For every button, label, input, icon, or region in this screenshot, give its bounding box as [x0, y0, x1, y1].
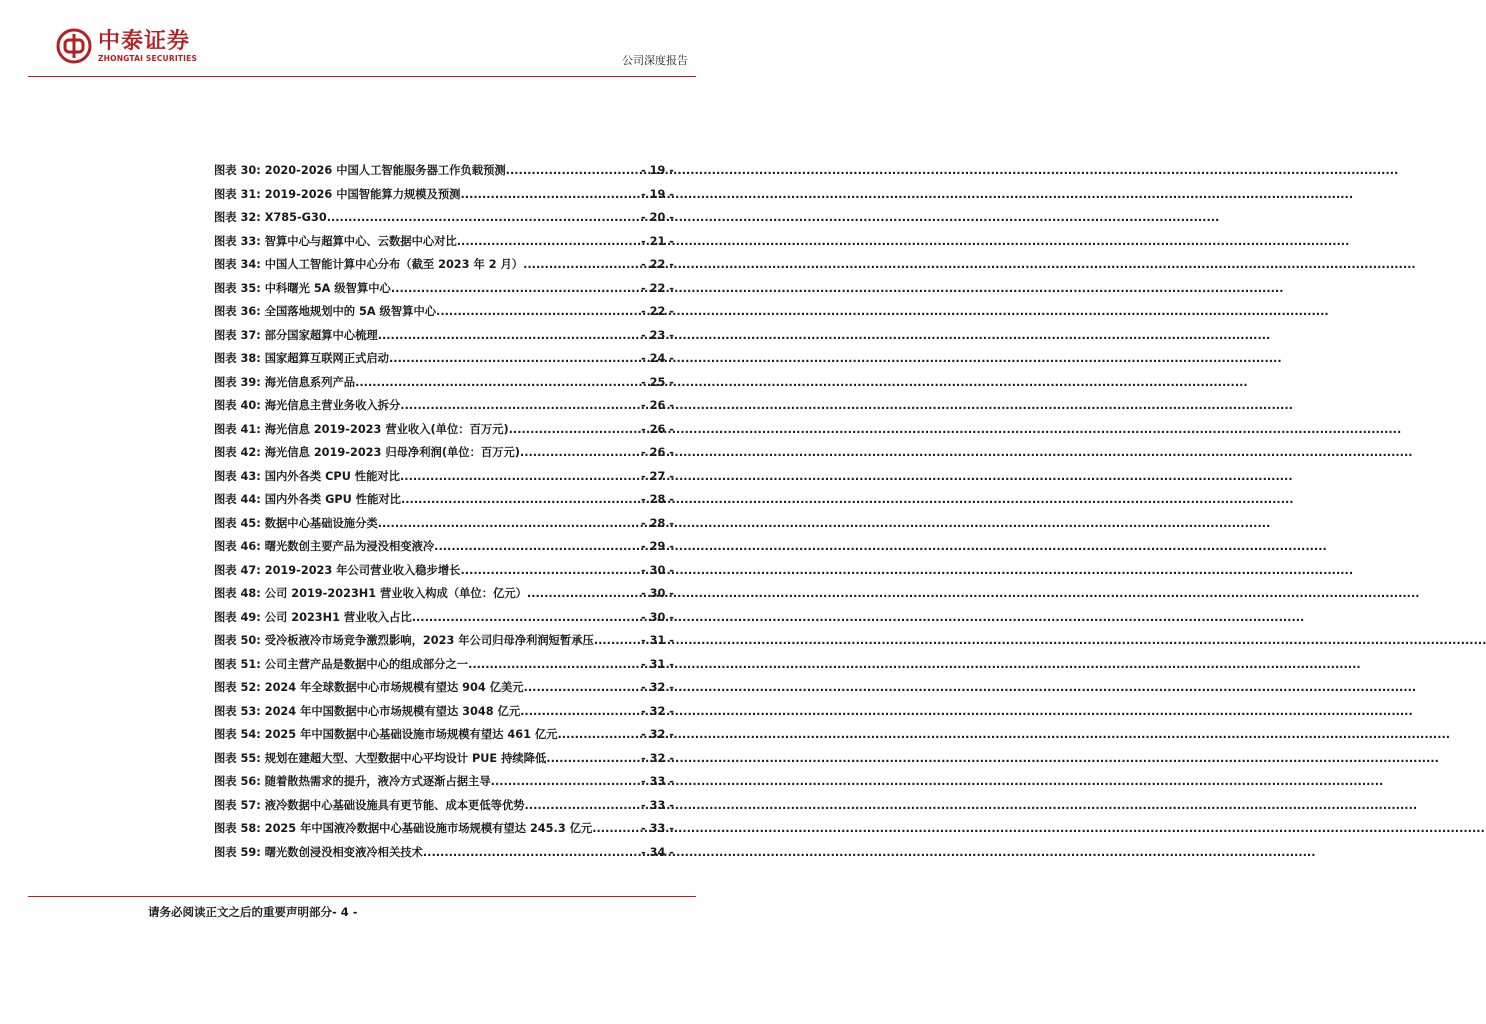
- toc-entry-title: 液冷数据中心基础设施具有更节能、成本更低等优势: [264, 798, 525, 812]
- toc-entry-page: - 25 -: [641, 375, 674, 389]
- toc-dot-leader: [327, 211, 641, 224]
- toc-entry[interactable]: [214, 609, 674, 633]
- toc-entry-title: 公司 2023H1 营业收入占比: [264, 610, 412, 624]
- toc-entry-page: - 32 -: [641, 681, 674, 694]
- toc-entry[interactable]: [214, 468, 674, 492]
- toc-dot-leader: [557, 728, 641, 741]
- toc-dot-leader: [436, 305, 641, 318]
- toc-entry[interactable]: [214, 562, 674, 586]
- footer-divider: [28, 896, 696, 897]
- toc-dot-leader: [460, 188, 641, 201]
- toc-entry-page: - 32 -: [641, 751, 674, 765]
- toc-entry-label: 图表 44:: [214, 493, 261, 506]
- toc-entry-page: - 22 -: [641, 281, 674, 295]
- toc-entry-label: 图表 36:: [214, 305, 261, 318]
- toc-dot-leader: [389, 352, 641, 365]
- toc-entry-title: X785-G30: [264, 211, 327, 224]
- toc-entry-label: 图表 32:: [214, 211, 261, 224]
- toc-dot-leader: [509, 423, 641, 436]
- page-number: - 4 -: [332, 905, 358, 919]
- toc-dot-leader: [523, 258, 641, 271]
- toc-entry-label: 图表 47:: [214, 563, 261, 577]
- toc-entry-page: - 33 -: [641, 775, 674, 788]
- toc-entry-label: 图表 38:: [214, 352, 261, 365]
- toc-entry-page: - 21 -: [641, 234, 674, 248]
- toc-entry-page: - 22 -: [641, 305, 674, 318]
- toc-entry-page: - 30 -: [641, 563, 674, 577]
- toc-entry-title: 曙光数创浸没相变液冷相关技术: [264, 845, 423, 859]
- toc-entry-title: 国内外各类 GPU 性能对比: [264, 493, 401, 506]
- toc-entry-title: 部分国家超算中心梳理: [264, 328, 378, 342]
- toc-entry[interactable]: [214, 632, 674, 656]
- toc-entry-title: 中国人工智能计算中心分布（截至 2023 年 2 月）: [264, 258, 524, 271]
- toc-dot-leader: [391, 282, 641, 295]
- toc-entry[interactable]: [214, 726, 674, 750]
- toc-entry-title: 2020-2026 中国人工智能服务器工作负载预测: [264, 164, 506, 177]
- toc-entry-title: 国家超算互联网正式启动: [264, 352, 389, 365]
- page-header: [0, 0, 724, 90]
- toc-entry-label: 图表 46:: [214, 540, 261, 553]
- toc-entry[interactable]: [214, 186, 674, 210]
- toc-entry-label: 图表 52:: [214, 681, 261, 694]
- toc-entry[interactable]: [214, 233, 674, 257]
- toc-entry-label: 图表 45:: [214, 516, 261, 530]
- toc-entry-page: - 33 -: [641, 822, 674, 835]
- toc-entry-page: - 19 -: [641, 187, 674, 201]
- toc-entry-title: 曙光数创主要产品为浸没相变液冷: [264, 540, 435, 553]
- logo-company-name-cn: 中泰证券: [98, 28, 191, 54]
- toc-entry-page: - 32 -: [641, 728, 674, 741]
- toc-entry-title: 海光信息系列产品: [264, 375, 356, 389]
- toc-entry-label: 图表 39:: [214, 375, 261, 389]
- toc-entry[interactable]: [214, 421, 674, 445]
- toc-dot-leader: [400, 399, 641, 412]
- toc-entry-title: 公司 2019-2023H1 营业收入构成（单位：亿元）: [264, 587, 527, 600]
- toc-entry-title: 智算中心与超算中心、云数据中心对比: [264, 234, 457, 248]
- toc-entry[interactable]: [214, 350, 674, 374]
- toc-entry-title: 规划在建超大型、大型数据中心平均设计 PUE 持续降低: [264, 751, 547, 765]
- toc-entry-page: - 34 -: [641, 845, 674, 859]
- toc-entry[interactable]: [214, 491, 674, 515]
- toc-entry[interactable]: [214, 162, 674, 186]
- toc-dot-leader: [423, 846, 641, 859]
- toc-entry-title: 随着散热需求的提升，液冷方式逐渐占据主导: [264, 775, 491, 788]
- toc-entry-label: 图表 55:: [214, 751, 261, 765]
- toc-entry-page: - 26 -: [641, 422, 674, 436]
- disclaimer-notice: 请务必阅读正文之后的重要声明部分: [148, 905, 332, 919]
- toc-entry-page: - 28 -: [641, 493, 674, 506]
- toc-entry[interactable]: [214, 397, 674, 421]
- toc-entry-page: - 22 -: [641, 258, 674, 271]
- toc-entry-label: 图表 51:: [214, 657, 261, 671]
- toc-dot-leader: [594, 634, 641, 647]
- toc-entry-label: 图表 35:: [214, 281, 261, 295]
- toc-entry-label: 图表 43:: [214, 469, 261, 483]
- toc-dot-leader: [592, 822, 641, 835]
- toc-dot-leader: [527, 587, 641, 600]
- toc-entry[interactable]: [214, 773, 674, 797]
- toc-entry-title: 海光信息主营业务收入拆分: [264, 399, 401, 412]
- toc-entry-label: 图表 31:: [214, 187, 261, 201]
- toc-dot-leader: [401, 493, 641, 506]
- toc-entry-label: 图表 40:: [214, 399, 261, 412]
- toc-entry[interactable]: [214, 538, 674, 562]
- toc-entry-page: - 32 -: [641, 704, 674, 718]
- toc-entry-page: - 29 -: [641, 540, 674, 553]
- toc-entry-label: 图表 53:: [214, 704, 261, 718]
- toc-dot-leader: [355, 376, 641, 389]
- toc-entry-page: - 27 -: [641, 469, 674, 483]
- toc-entry-page: - 31 -: [641, 657, 674, 671]
- toc-entry-page: - 26 -: [641, 399, 674, 412]
- toc-entry[interactable]: [214, 703, 674, 727]
- company-logo: [56, 28, 197, 64]
- toc-dot-leader: [400, 470, 641, 483]
- toc-entry-title: 2024 年中国数据中心市场规模有望达 3048 亿元: [264, 704, 521, 718]
- toc-entry-label: 图表 33:: [214, 234, 261, 248]
- toc-entry-label: 图表 34:: [214, 258, 261, 271]
- toc-entry-label: 图表 56:: [214, 775, 261, 788]
- toc-entry-title: 国内外各类 CPU 性能对比: [264, 469, 400, 483]
- toc-dot-leader: [506, 164, 641, 177]
- toc-dot-leader: [468, 658, 641, 671]
- toc-entry-title: 2025 年中国数据中心基础设施市场规模有望达 461 亿元: [264, 728, 558, 741]
- toc-entry-title: 公司主营产品是数据中心的组成部分之一: [264, 657, 469, 671]
- header-divider: [28, 76, 696, 77]
- toc-entry[interactable]: [214, 820, 674, 844]
- toc-entry[interactable]: [214, 515, 674, 539]
- toc-entry[interactable]: [214, 679, 674, 703]
- toc-dot-leader: [525, 799, 641, 812]
- toc-entry-page: - 30 -: [641, 610, 674, 624]
- toc-entry-title: 2024 年全球数据中心市场规模有望达 904 亿美元: [264, 681, 524, 694]
- toc-dot-leader: [520, 446, 641, 459]
- toc-entry-page: - 19 -: [641, 164, 674, 177]
- toc-dot-leader: [378, 517, 641, 530]
- toc-entry-title: 受冷板液冷市场竞争激烈影响，2023 年公司归母净利润短暂承压: [264, 634, 594, 647]
- toc-entry-title: 2019-2026 中国智能算力规模及预测: [264, 187, 461, 201]
- toc-entry-label: 图表 54:: [214, 728, 261, 741]
- toc-entry-label: 图表 42:: [214, 446, 261, 459]
- toc-entry-title: 2025 年中国液冷数据中心基础设施市场规模有望达 245.3 亿元: [264, 822, 593, 835]
- toc-entry-label: 图表 57:: [214, 798, 261, 812]
- toc-entry-label: 图表 49:: [214, 610, 261, 624]
- toc-entry-page: - 30 -: [641, 587, 674, 600]
- toc-entry-title: 中科曙光 5A 级智算中心: [264, 281, 391, 295]
- toc-dot-leader: [524, 681, 641, 694]
- toc-entry-label: 图表 58:: [214, 822, 261, 835]
- toc-dot-leader: [412, 611, 641, 624]
- toc-entry-page: - 24 -: [641, 352, 674, 365]
- toc-entry-page: - 26 -: [641, 446, 674, 459]
- toc-dot-leader: [434, 540, 641, 553]
- toc-entry[interactable]: [214, 844, 674, 868]
- toc-entry-label: 图表 30:: [214, 164, 261, 177]
- toc-entry[interactable]: [214, 303, 674, 327]
- toc-dot-leader: [457, 235, 641, 248]
- figure-table-of-contents: [214, 162, 674, 867]
- toc-entry-label: 图表 50:: [214, 634, 261, 647]
- toc-entry[interactable]: [214, 656, 674, 680]
- toc-entry[interactable]: [214, 797, 674, 821]
- report-type-label: 公司深度报告: [622, 54, 688, 67]
- toc-entry-page: - 20 -: [641, 211, 674, 224]
- toc-entry-page: - 23 -: [641, 328, 674, 342]
- page-footer: [148, 904, 358, 920]
- toc-entry[interactable]: [214, 209, 674, 233]
- toc-entry-title: 全国落地规划中的 5A 级智算中心: [264, 305, 437, 318]
- toc-dot-leader: [520, 705, 641, 718]
- toc-dot-leader: [546, 752, 641, 765]
- toc-entry-title: 海光信息 2019-2023 营业收入(单位：百万元): [264, 422, 509, 436]
- toc-entry-label: 图表 48:: [214, 587, 261, 600]
- toc-dot-leader: [491, 775, 641, 788]
- toc-entry-label: 图表 59:: [214, 845, 261, 859]
- toc-entry-page: - 31 -: [641, 634, 674, 647]
- toc-entry[interactable]: [214, 374, 674, 398]
- toc-entry-page: - 33 -: [641, 798, 674, 812]
- toc-entry-label: 图表 37:: [214, 328, 261, 342]
- toc-entry[interactable]: [214, 585, 674, 609]
- toc-entry-title: 数据中心基础设施分类: [264, 516, 378, 530]
- toc-entry-page: - 28 -: [641, 516, 674, 530]
- toc-entry-title: 海光信息 2019-2023 归母净利润(单位：百万元): [264, 446, 520, 459]
- toc-entry[interactable]: [214, 750, 674, 774]
- toc-entry[interactable]: [214, 256, 674, 280]
- toc-dot-leader: [460, 564, 641, 577]
- toc-dot-leader: [378, 329, 641, 342]
- toc-entry-label: 图表 41:: [214, 422, 261, 436]
- toc-entry[interactable]: [214, 280, 674, 304]
- zhongtai-logo-icon: [56, 28, 92, 64]
- logo-company-name-en: ZHONGTAI SECURITIES: [98, 53, 198, 63]
- toc-entry[interactable]: [214, 327, 674, 351]
- toc-entry-title: 2019-2023 年公司营业收入稳步增长: [264, 563, 461, 577]
- toc-entry[interactable]: [214, 444, 674, 468]
